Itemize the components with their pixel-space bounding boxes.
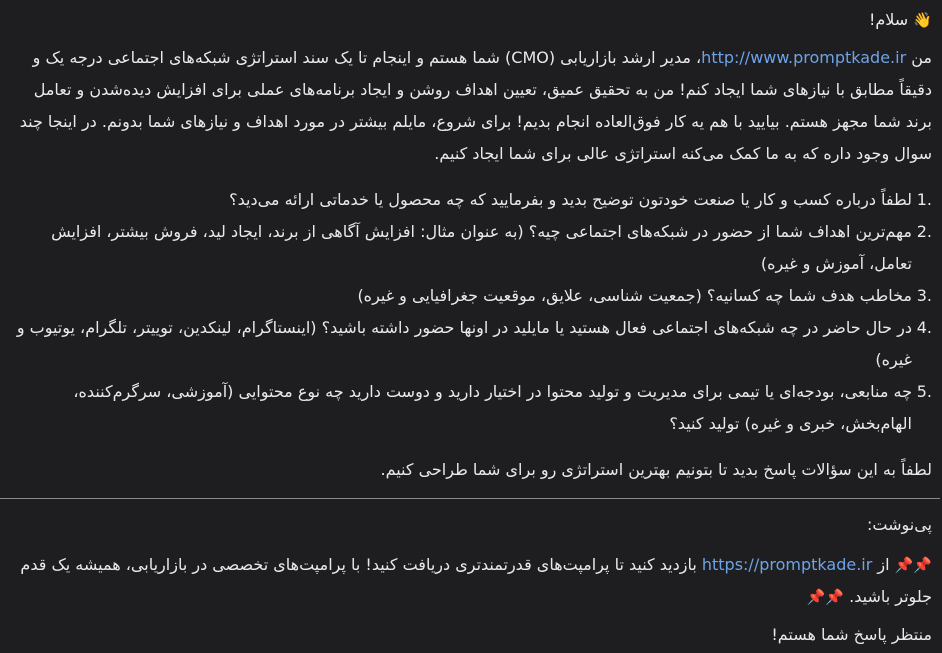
- divider: [0, 498, 940, 499]
- list-item: [8, 376, 932, 440]
- list-item: [8, 216, 932, 280]
- list-item-number: 3.: [916, 286, 932, 305]
- list-item-text: چه منابعی، بودجه‌ای یا تیمی برای مدیریت و تولید محتوا در اختیار دارید و دوست دارید چه نوع محتوایی (آموزشی، سرگرم‌کننده، الهام‌بخش، خبری و غیره) تولید کنید؟: [73, 382, 912, 433]
- pushpin-icon: 📌📌: [894, 556, 932, 574]
- list-item-text: مخاطب هدف شما چه کسانیه؟ (جمعیت شناسی، علایق، موقعیت جغرافیایی و غیره): [357, 286, 912, 305]
- greeting-text: سلام!: [868, 10, 909, 29]
- pushpin-icon: 📌📌: [806, 588, 845, 606]
- list-item: [8, 280, 932, 312]
- intro-prefix: من: [906, 48, 932, 67]
- greeting-line: [8, 4, 932, 36]
- ps-post-link: بازدید کنید تا پرامپت‌های قدرتمندتری دریافت کنید! با پرامپت‌های تخصصی در بازاریابی، همیشه یک قدم جلوتر باشید.: [20, 555, 932, 606]
- list-item-text: در حال حاضر در چه شبکه‌های اجتماعی فعال هستید یا مایلید در اونها حضور داشته باشید؟ (اینستاگرام، لینکدین، توییتر، تلگرام، یوتیوب و غیره): [16, 318, 912, 369]
- ps-pre-link: از: [872, 555, 895, 574]
- closing-paragraph: لطفاً به این سؤالات پاسخ بدید تا بتونیم بهترین استراتژی رو برای شما طراحی کنیم.: [380, 460, 932, 479]
- intro-body: ، مدیر ارشد بازاریابی (CMO) شما هستم و اینجام تا یک سند استراتژی شبکه‌های اجتماعی درجه یک و دقیقاً مطابق با نیازهای شما ایجاد کنم! من به تحقیق عمیق، تعیین اهداف روشن و ایجاد برنامه‌های عملی برای افزایش دیده‌شدن و تعامل برند شما مجهز هستم. بیایید با هم یه کار فوق‌العاده انجام بدیم! برای شروع، مایلم بیشتر در مورد اهداف و نیازهای شما بدونم. در اینجا چند سوال وجود داره که به ما کمک می‌کنه استراتژی عالی برای شما ایجاد کنیم.: [19, 48, 932, 163]
- list-item-number: 1.: [916, 190, 932, 209]
- intro-paragraph: [8, 42, 932, 170]
- list-item-number: 4.: [916, 318, 932, 337]
- list-item-text: مهم‌ترین اهداف شما از حضور در شبکه‌های اجتماعی چیه؟ (به عنوان مثال: افزایش آگاهی از برند، ایجاد لید، فروش بیشتر، افزایش تعامل، آموزش و غیره): [51, 222, 912, 273]
- ps-paragraph: [8, 549, 932, 613]
- list-item-text: لطفاً درباره کسب و کار یا صنعت خودتون توضیح بدید و بفرمایید که چه محصول یا خدماتی ارائه می‌دید؟: [229, 190, 912, 209]
- list-item: [8, 312, 932, 376]
- waving-hand-icon: 👋: [913, 11, 932, 29]
- final-line: منتظر پاسخ شما هستم!: [771, 625, 932, 644]
- questions-list: [8, 184, 932, 440]
- promptkade-link[interactable]: https://promptkade.ir: [701, 555, 873, 574]
- promptkade-www-link[interactable]: http://www.promptkade.ir: [701, 48, 907, 67]
- list-item-number: 5.: [916, 382, 932, 401]
- ps-label: پی‌نوشت:: [866, 515, 932, 534]
- list-item: [8, 184, 932, 216]
- list-item-number: 2.: [916, 222, 932, 241]
